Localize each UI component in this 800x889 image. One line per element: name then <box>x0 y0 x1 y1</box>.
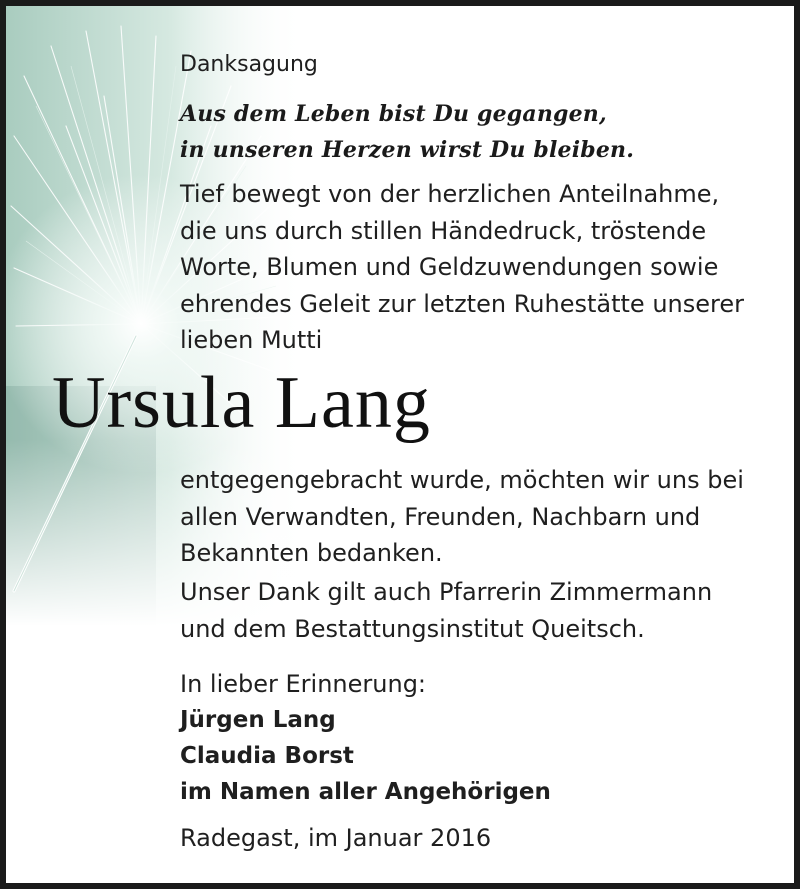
signers-list <box>180 702 770 810</box>
memory-label: In lieber Erinnerung: <box>180 670 427 698</box>
paragraph-line: Worte, Blumen und Geldzuwendungen sowie <box>180 253 719 281</box>
thanks-paragraph-main <box>180 462 770 572</box>
motto <box>180 96 770 168</box>
signer-name: Claudia Borst <box>180 743 354 769</box>
place-date: Radegast, im Januar 2016 <box>180 824 492 852</box>
paragraph-line: allen Verwandten, Freunden, Nachbarn und <box>180 502 701 531</box>
thanks-paragraph-intro <box>180 176 770 359</box>
signer-name: im Namen aller Angehörigen <box>180 779 551 805</box>
paragraph-line: Unser Dank gilt auch Pfarrerin Zimmermann <box>180 578 713 606</box>
paragraph-line: entgegengebracht wurde, möchten wir uns bei <box>180 466 744 494</box>
paragraph-line: Tief bewegt von der herzlichen Anteilnahme, <box>180 180 720 208</box>
paragraph-line: ehrendes Geleit zur letzten Ruhestätte unserer <box>180 289 744 318</box>
paragraph-line: lieben Mutti <box>180 326 323 354</box>
notice-heading: Danksagung <box>180 52 318 77</box>
motto-line: Aus dem Leben bist Du gegangen, <box>180 101 607 127</box>
paragraph-line: Bekannten bedanken. <box>180 539 443 567</box>
thanks-paragraph-special <box>180 574 770 647</box>
paragraph-line: und dem Bestattungsinstitut Queitsch. <box>180 614 645 643</box>
paragraph-line: die uns durch stillen Händedruck, tröstende <box>180 216 707 245</box>
signer-name: Jürgen Lang <box>180 707 336 733</box>
motto-line: in unseren Herzen wirst Du bleiben. <box>180 137 635 163</box>
deceased-name: Ursula Lang <box>52 362 431 444</box>
